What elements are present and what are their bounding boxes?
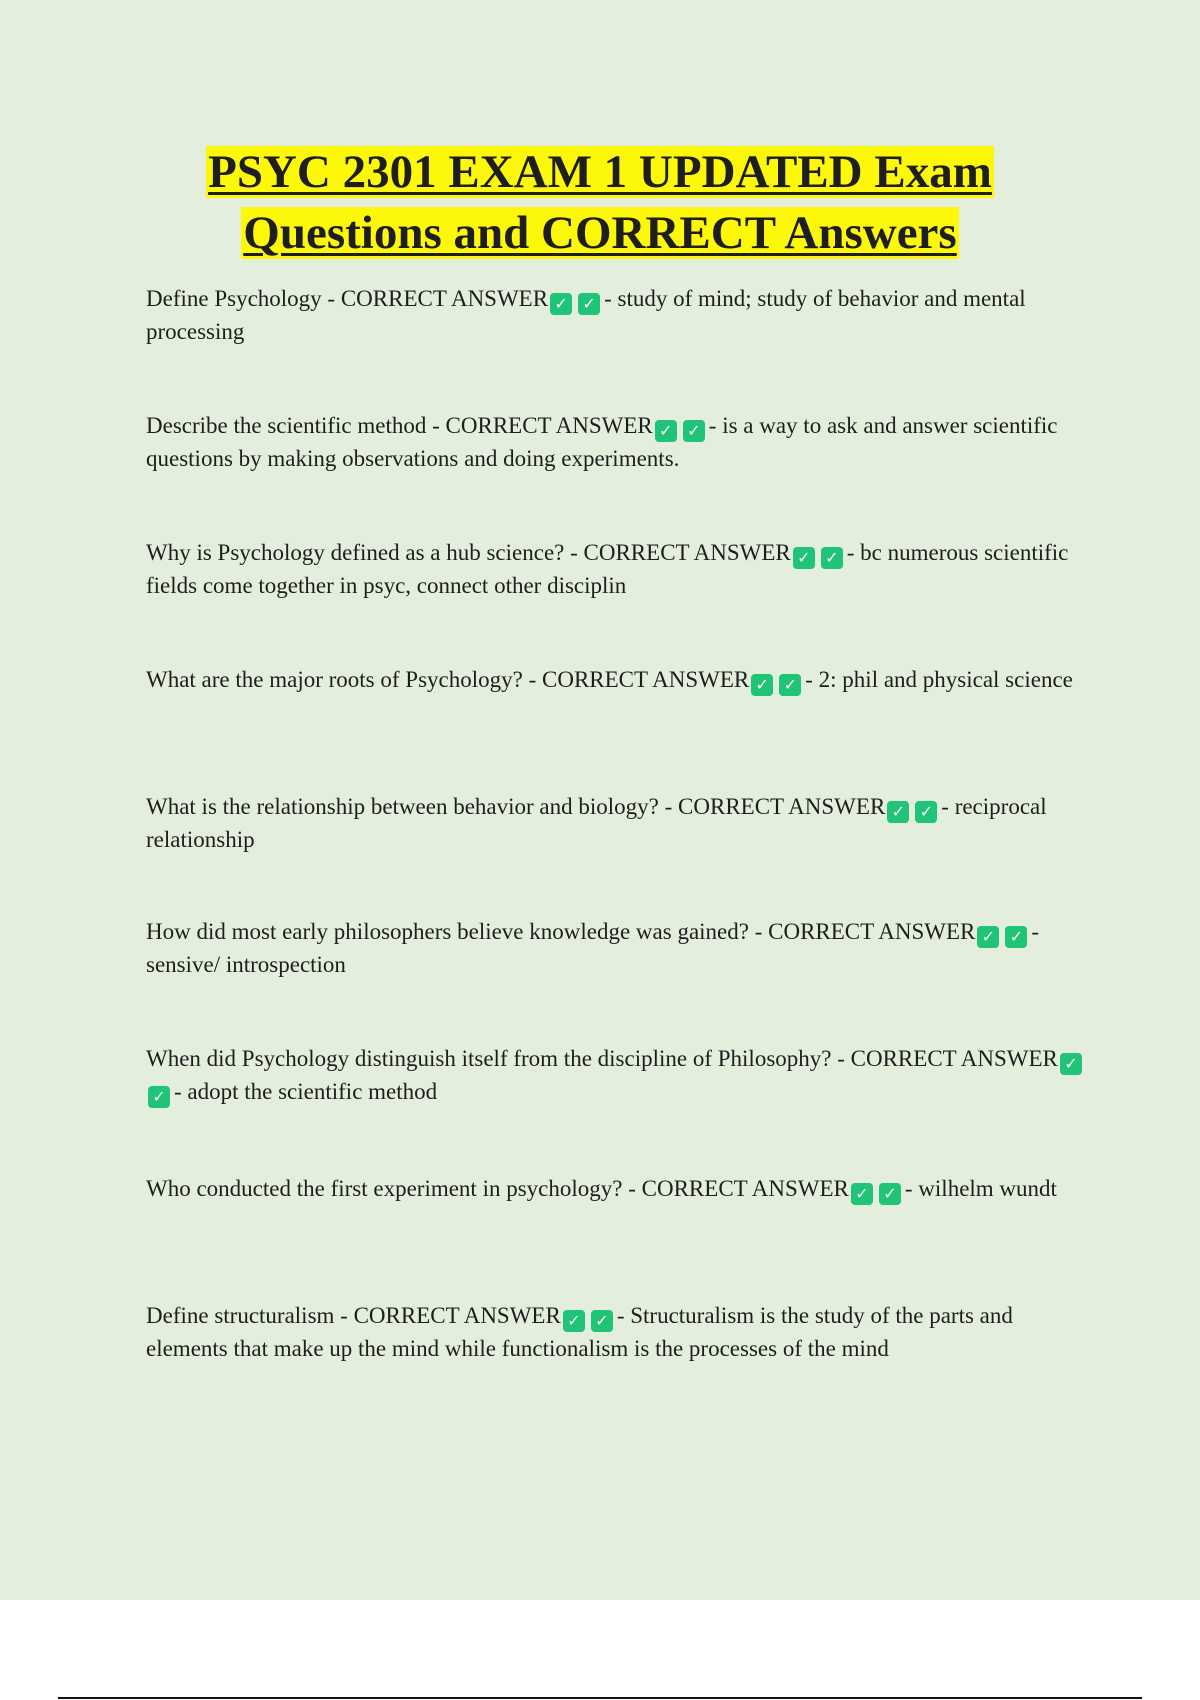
page-title-line-2: Questions and CORRECT Answers bbox=[243, 207, 957, 259]
qa-item-scientific-method bbox=[146, 409, 1096, 475]
question-text: Describe the scientific method - CORRECT ANSWER bbox=[146, 413, 653, 438]
check-box-icon: ✓ bbox=[851, 1183, 873, 1205]
check-box-icon: ✓ bbox=[977, 926, 999, 948]
page-title-line-1: PSYC 2301 EXAM 1 UPDATED Exam bbox=[208, 146, 992, 198]
question-text: What are the major roots of Psychology? - CORRECT ANSWER bbox=[146, 667, 750, 692]
check-box-icon: ✓ bbox=[779, 674, 801, 696]
qa-item-psychology-vs-philosophy bbox=[146, 1042, 1096, 1108]
answer-text: - sensive/ introspection bbox=[146, 919, 1040, 977]
check-box-icon: ✓ bbox=[563, 1310, 585, 1332]
question-text: Define Psychology - CORRECT ANSWER bbox=[146, 286, 549, 311]
question-text: When did Psychology distinguish itself from the discipline of Philosophy? - CORRECT ANSWER bbox=[146, 1046, 1058, 1071]
check-box-icon: ✓ bbox=[1005, 926, 1027, 948]
page-title bbox=[60, 142, 1140, 264]
check-box-icon: ✓ bbox=[1060, 1053, 1082, 1075]
check-box-icon: ✓ bbox=[655, 420, 677, 442]
answer-text: - adopt the scientific method bbox=[174, 1079, 438, 1104]
qa-item-first-experiment bbox=[146, 1172, 1096, 1205]
check-box-icon: ✓ bbox=[879, 1183, 901, 1205]
answer-text: - wilhelm wundt bbox=[904, 1176, 1057, 1201]
qa-item-define-psychology bbox=[146, 282, 1096, 348]
qa-item-major-roots bbox=[146, 663, 1096, 696]
answer-text: - study of mind; study of behavior and mental processing bbox=[146, 286, 1026, 344]
check-box-icon: ✓ bbox=[148, 1086, 170, 1108]
check-box-icon: ✓ bbox=[683, 420, 705, 442]
answer-text: - bc numerous scientific fields come together in psyc, connect other disciplin bbox=[146, 540, 1069, 598]
check-box-icon: ✓ bbox=[887, 801, 909, 823]
answer-text: - is a way to ask and answer scientific questions by making observations and doing experiments. bbox=[146, 413, 1058, 471]
check-box-icon: ✓ bbox=[751, 674, 773, 696]
check-box-icon: ✓ bbox=[550, 293, 572, 315]
question-text: Who conducted the first experiment in psychology? - CORRECT ANSWER bbox=[146, 1176, 849, 1201]
qa-item-behavior-biology bbox=[146, 790, 1096, 856]
answer-text: - reciprocal relationship bbox=[146, 794, 1047, 852]
question-text: What is the relationship between behavior and biology? - CORRECT ANSWER bbox=[146, 794, 886, 819]
question-text: Why is Psychology defined as a hub science? - CORRECT ANSWER bbox=[146, 540, 791, 565]
qa-item-structuralism bbox=[146, 1299, 1096, 1365]
qa-item-early-philosophers bbox=[146, 915, 1096, 981]
answer-text: - Structuralism is the study of the parts and elements that make up the mind while functionalism is the processes of the mind bbox=[146, 1303, 1013, 1361]
check-box-icon: ✓ bbox=[793, 547, 815, 569]
check-box-icon: ✓ bbox=[915, 801, 937, 823]
footer-divider bbox=[58, 1697, 1142, 1699]
check-box-icon: ✓ bbox=[821, 547, 843, 569]
qa-item-hub-science bbox=[146, 536, 1096, 602]
check-box-icon: ✓ bbox=[578, 293, 600, 315]
answer-text: - 2: phil and physical science bbox=[805, 667, 1073, 692]
question-text: How did most early philosophers believe knowledge was gained? - CORRECT ANSWER bbox=[146, 919, 976, 944]
check-box-icon: ✓ bbox=[591, 1310, 613, 1332]
question-text: Define structuralism - CORRECT ANSWER bbox=[146, 1303, 561, 1328]
